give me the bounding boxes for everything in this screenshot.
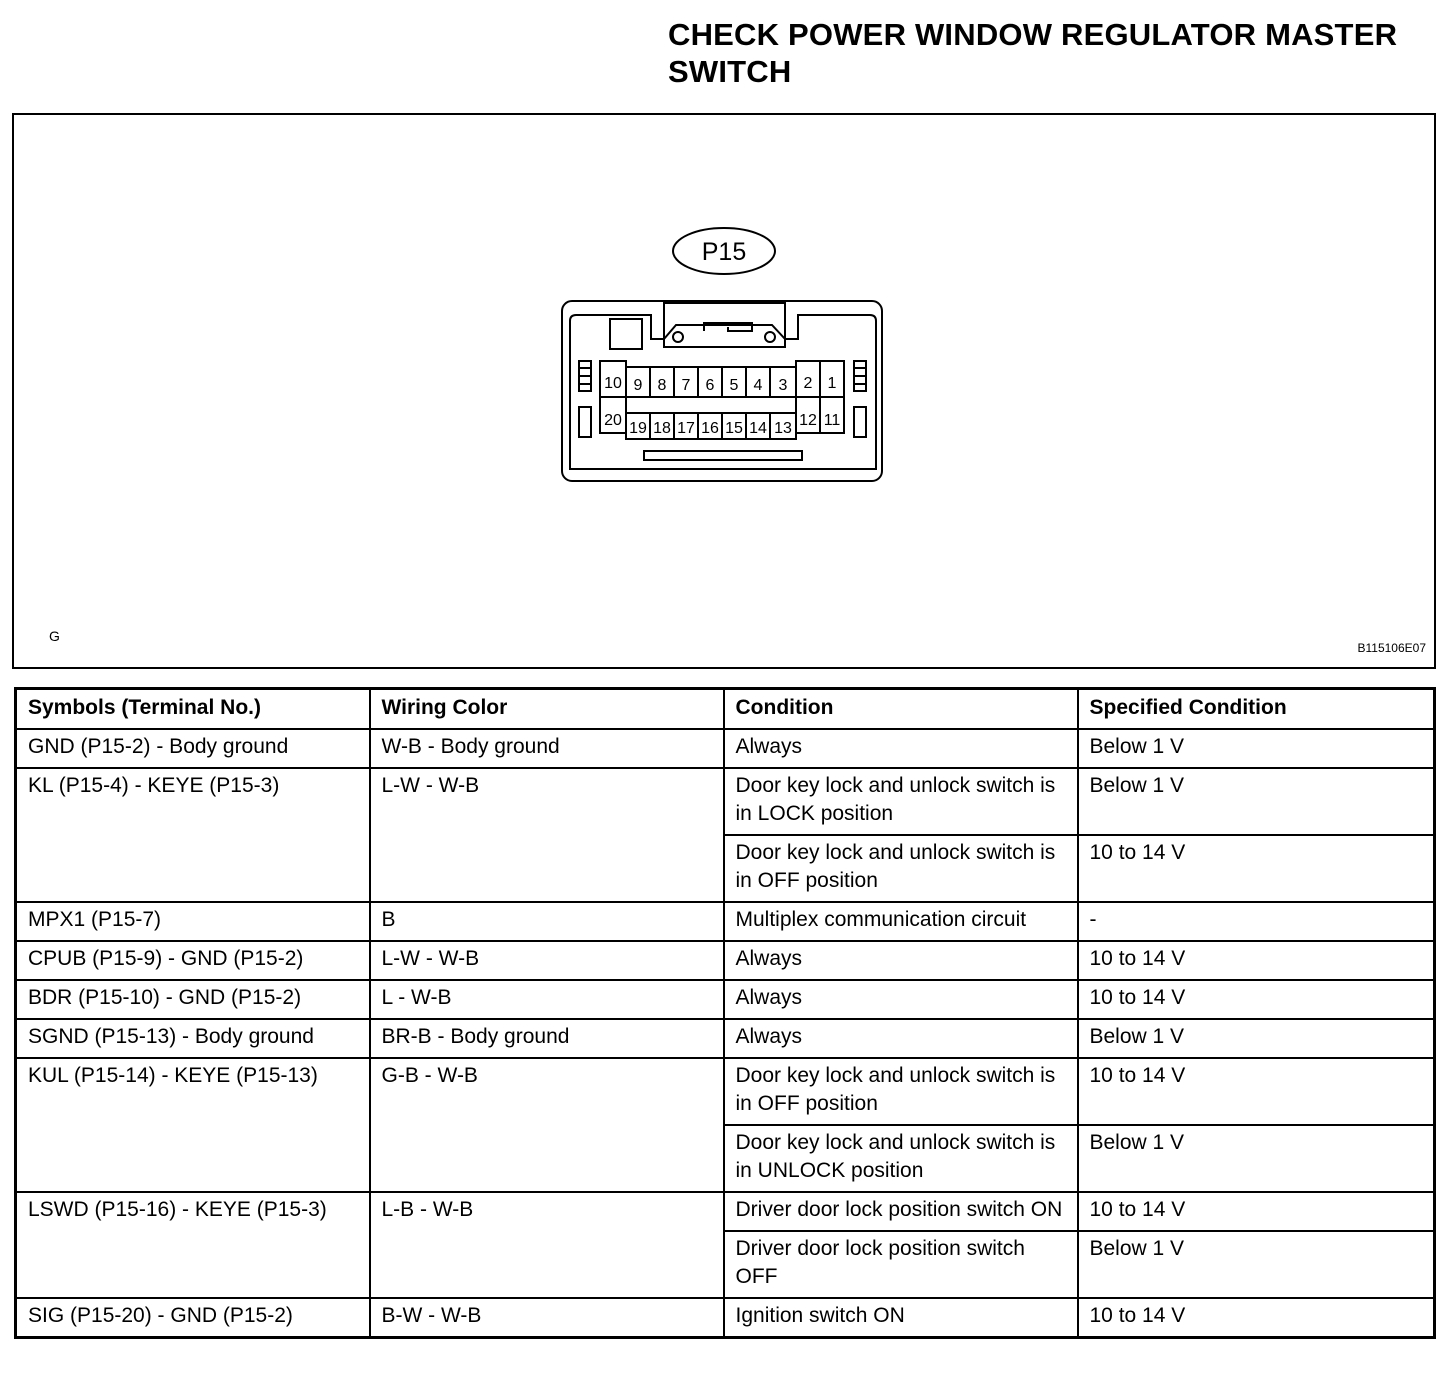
- cell-color: BR-B - Body ground: [370, 1019, 724, 1058]
- cell-condition: Always: [724, 980, 1078, 1019]
- connector-diagram: [14, 115, 1434, 667]
- cell-spec: 10 to 14 V: [1078, 1058, 1435, 1125]
- cell-condition: Door key lock and unlock switch is in UNLOCK position: [724, 1125, 1078, 1192]
- cell-color: L - W-B: [370, 980, 724, 1019]
- page-title: [668, 16, 1428, 90]
- cell-spec: 10 to 14 V: [1078, 1192, 1435, 1231]
- cell-condition: Multiplex communication circuit: [724, 902, 1078, 941]
- header-specified-condition: Specified Condition: [1078, 689, 1435, 730]
- header-condition: Condition: [724, 689, 1078, 730]
- header-wiring-color: Wiring Color: [370, 689, 724, 730]
- cell-condition: Ignition switch ON: [724, 1298, 1078, 1338]
- figure-id: B115106E07: [1357, 641, 1426, 655]
- cell-condition: Door key lock and unlock switch is in OFF position: [724, 835, 1078, 902]
- cell-spec: Below 1 V: [1078, 1125, 1435, 1192]
- cell-color: G-B - W-B: [370, 1058, 724, 1192]
- pin-17: 17: [677, 420, 695, 437]
- cell-condition: Driver door lock position switch OFF: [724, 1231, 1078, 1298]
- table-row: [16, 1298, 1435, 1338]
- cell-color: B: [370, 902, 724, 941]
- latch-hole-left: [673, 332, 683, 342]
- cell-condition: Driver door lock position switch ON: [724, 1192, 1078, 1231]
- pin-20: 20: [604, 412, 622, 429]
- cell-symbol: LSWD (P15-16) - KEYE (P15-3): [16, 1192, 370, 1298]
- pin-16: 16: [701, 420, 719, 437]
- table-row: [16, 729, 1435, 768]
- connector-label: P15: [701, 238, 747, 266]
- cell-color: W-B - Body ground: [370, 729, 724, 768]
- cell-condition: Door key lock and unlock switch is in OFF position: [724, 1058, 1078, 1125]
- pin-2: 2: [803, 375, 813, 392]
- table-row: [16, 1192, 1435, 1231]
- cell-spec: Below 1 V: [1078, 1231, 1435, 1298]
- pin-1: 1: [827, 375, 837, 392]
- cell-spec: 10 to 14 V: [1078, 835, 1435, 902]
- cell-spec: 10 to 14 V: [1078, 1298, 1435, 1338]
- table-row: [16, 902, 1435, 941]
- pin-10: 10: [604, 375, 622, 392]
- table-row: [16, 768, 1435, 835]
- spec-table: [14, 687, 1436, 1339]
- cell-symbol: MPX1 (P15-7): [16, 902, 370, 941]
- latch-box: [610, 319, 642, 349]
- cell-spec: 10 to 14 V: [1078, 980, 1435, 1019]
- cell-condition: Door key lock and unlock switch is in LOCK position: [724, 768, 1078, 835]
- side-grip-right: [854, 361, 866, 437]
- pin-7: 7: [681, 377, 691, 394]
- pin-13: 13: [774, 420, 792, 437]
- cell-condition: Always: [724, 729, 1078, 768]
- key-slot: [644, 451, 802, 460]
- pin-11: 11: [823, 412, 841, 429]
- cell-spec: Below 1 V: [1078, 1019, 1435, 1058]
- pin-15: 15: [725, 420, 743, 437]
- cell-symbol: BDR (P15-10) - GND (P15-2): [16, 980, 370, 1019]
- cell-symbol: KUL (P15-14) - KEYE (P15-13): [16, 1058, 370, 1192]
- cell-condition: Always: [724, 1019, 1078, 1058]
- pin-19: 19: [629, 420, 647, 437]
- table-row: [16, 980, 1435, 1019]
- pin-3: 3: [778, 377, 788, 394]
- cell-symbol: SGND (P15-13) - Body ground: [16, 1019, 370, 1058]
- pin-14: 14: [749, 420, 767, 437]
- cell-spec: 10 to 14 V: [1078, 941, 1435, 980]
- title-line-2: SWITCH: [668, 54, 792, 89]
- cell-symbol: CPUB (P15-9) - GND (P15-2): [16, 941, 370, 980]
- corner-mark: G: [49, 628, 60, 644]
- pin-12: 12: [799, 412, 817, 429]
- title-line-1: CHECK POWER WINDOW REGULATOR MASTER: [668, 17, 1398, 52]
- connector-figure: [12, 113, 1436, 669]
- table-row: [16, 1058, 1435, 1125]
- cell-condition: Always: [724, 941, 1078, 980]
- cell-color: B-W - W-B: [370, 1298, 724, 1338]
- pin-6: 6: [705, 377, 715, 394]
- side-grip-left: [579, 361, 591, 437]
- cell-spec: Below 1 V: [1078, 729, 1435, 768]
- table-row: [16, 1019, 1435, 1058]
- table-header-row: [16, 689, 1435, 730]
- pin-5: 5: [729, 377, 739, 394]
- pin-18: 18: [653, 420, 671, 437]
- header-symbols: Symbols (Terminal No.): [16, 689, 370, 730]
- pin-4: 4: [753, 377, 763, 394]
- cell-color: L-W - W-B: [370, 941, 724, 980]
- cell-spec: Below 1 V: [1078, 768, 1435, 835]
- cell-color: L-W - W-B: [370, 768, 724, 902]
- cell-spec: -: [1078, 902, 1435, 941]
- latch-hole-right: [765, 332, 775, 342]
- cell-color: L-B - W-B: [370, 1192, 724, 1298]
- pin-8: 8: [657, 377, 667, 394]
- table-row: [16, 941, 1435, 980]
- cell-symbol: GND (P15-2) - Body ground: [16, 729, 370, 768]
- cell-symbol: SIG (P15-20) - GND (P15-2): [16, 1298, 370, 1338]
- pin-9: 9: [633, 377, 643, 394]
- cell-symbol: KL (P15-4) - KEYE (P15-3): [16, 768, 370, 902]
